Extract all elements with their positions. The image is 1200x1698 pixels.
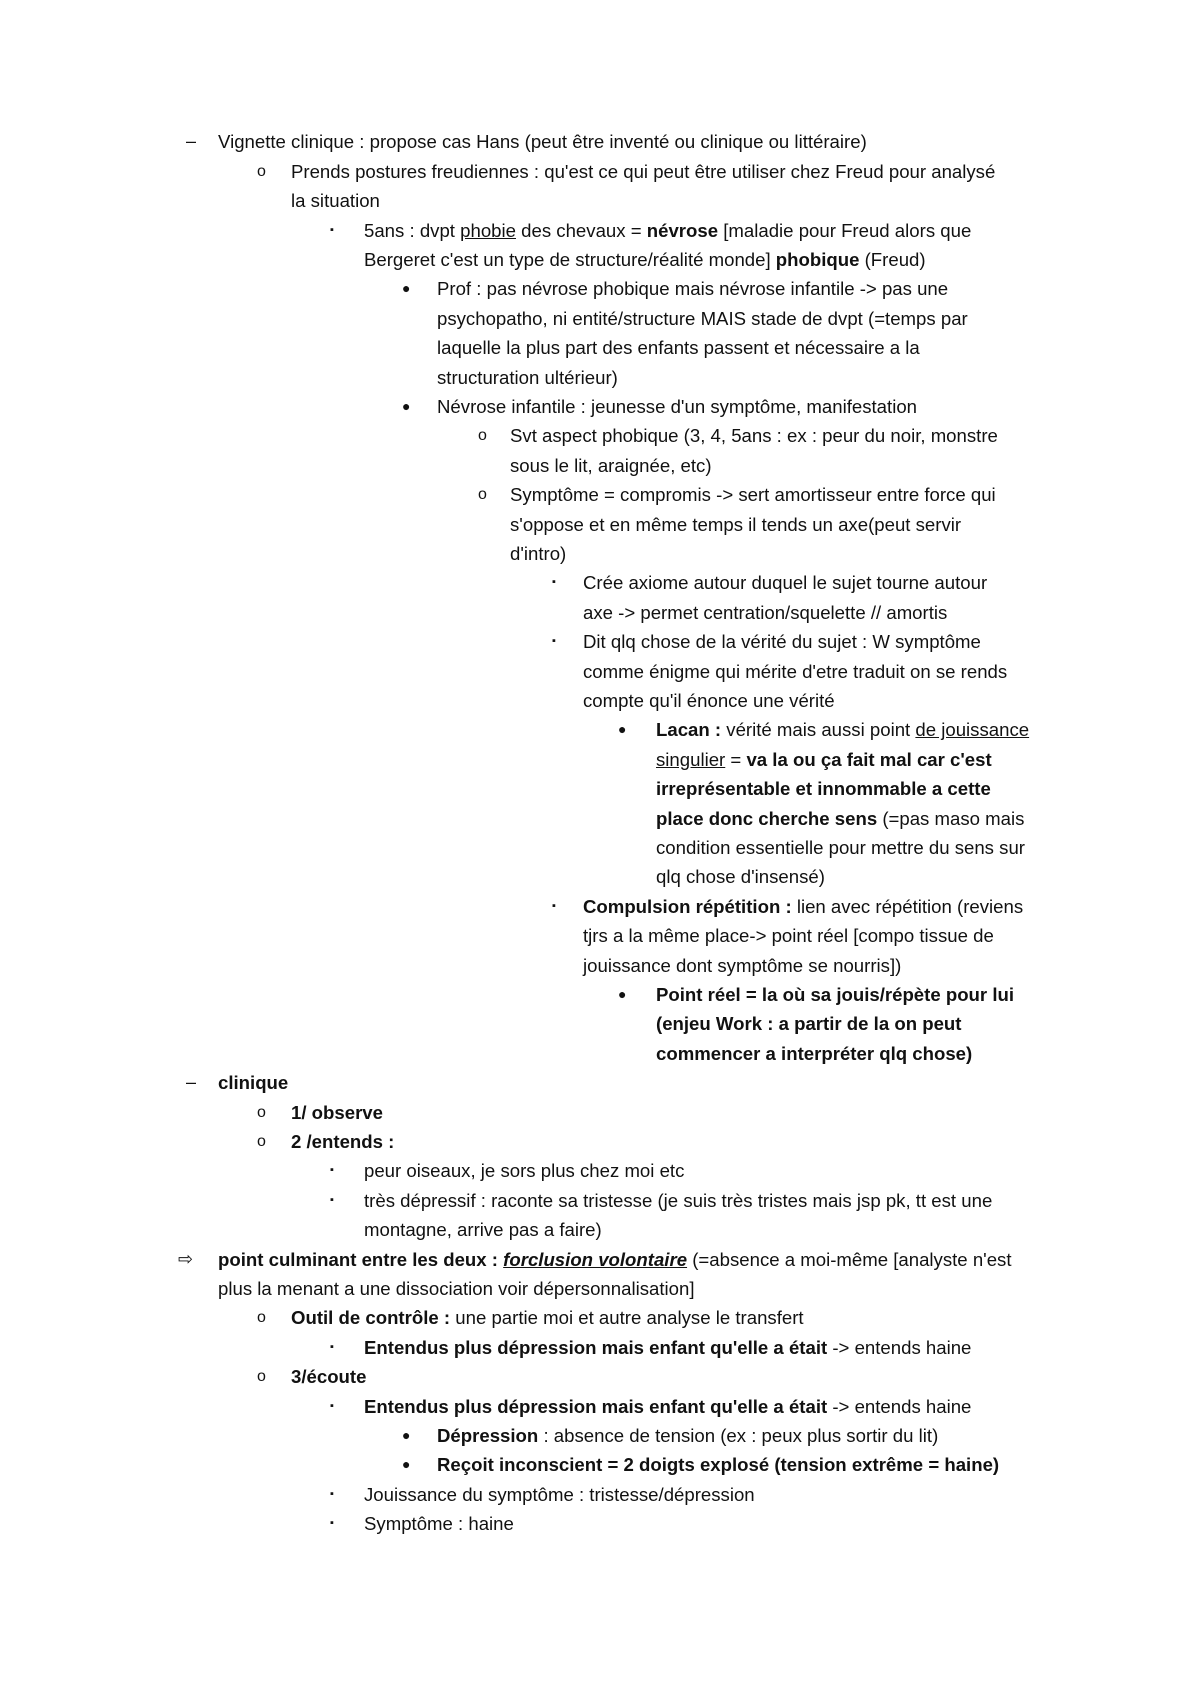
- text-run: place donc cherche sens: [656, 807, 878, 829]
- text-line: [218, 1245, 1012, 1274]
- text-line: [437, 392, 917, 421]
- text-run: Symptôme = compromis -> sert amortisseur entre force qui: [510, 484, 996, 506]
- list-marker: ●: [402, 1426, 411, 1443]
- text-line: [656, 745, 992, 774]
- text-line: [437, 333, 920, 362]
- text-run: Svt aspect phobique (3, 4, 5ans : ex : peur du noir, monstre: [510, 425, 998, 447]
- list-marker: ▪: [330, 1193, 334, 1206]
- text-line: [656, 1039, 972, 1068]
- text-line: [510, 510, 961, 539]
- text-line: [364, 1480, 755, 1509]
- text-run: s'oppose et en même temps il tends un axe(peut servir: [510, 513, 962, 535]
- text-run: Point réel = la où sa jouis/répète pour lui: [656, 983, 1015, 1005]
- text-line: [291, 1303, 804, 1332]
- text-line: [364, 216, 971, 245]
- list-marker: ▪: [330, 1517, 334, 1530]
- text-line: [437, 1421, 938, 1450]
- text-line: [218, 1068, 288, 1097]
- text-line: [656, 1009, 961, 1038]
- list-marker: –: [186, 1072, 197, 1093]
- text-run: Prends postures freudiennes : qu'est ce qui peut être utiliser chez Freud pour analysé: [291, 160, 996, 182]
- text-run: Dit qlq chose de la vérité du sujet : W symptôme: [583, 631, 981, 653]
- text-run: montagne, arrive pas a faire): [364, 1219, 602, 1241]
- text-run: Vignette clinique : propose cas Hans (peut être inventé ou clinique ou littéraire): [218, 131, 867, 153]
- text-line: [291, 1362, 366, 1391]
- text-line: [218, 127, 867, 156]
- text-run: point culminant entre les deux :: [218, 1248, 498, 1270]
- text-run: tjrs a la même place-> point réel [compo tissue de: [583, 925, 994, 947]
- text-line: [583, 921, 994, 950]
- text-line: [656, 980, 1014, 1009]
- text-run: d'intro): [510, 542, 567, 564]
- text-run: Entendus plus dépression mais enfant qu'elle a était: [364, 1395, 828, 1417]
- text-run: Symptôme : haine: [364, 1513, 514, 1535]
- text-run: (Freud): [859, 248, 926, 270]
- list-marker: o: [478, 486, 487, 504]
- text-line: [510, 421, 998, 450]
- text-line: [656, 833, 1025, 862]
- text-line: [583, 686, 835, 715]
- text-run: -> entends haine: [827, 1395, 972, 1417]
- text-run: (=absence a moi-même [analyste n'est: [687, 1248, 1012, 1270]
- text-run: Névrose infantile : jeunesse d'un symptôme, manifestation: [437, 395, 918, 417]
- text-run: 5ans : dvpt: [364, 219, 461, 241]
- text-run: Entendus plus dépression mais enfant qu'elle a était: [364, 1336, 828, 1358]
- text-run: (=pas maso mais: [877, 807, 1025, 829]
- text-line: [583, 657, 1007, 686]
- text-run: axe -> permet centration/squelette // amortis: [583, 601, 948, 623]
- list-marker: o: [257, 1132, 266, 1150]
- text-line: [218, 1274, 695, 1303]
- text-line: [656, 862, 825, 891]
- list-marker: ▪: [552, 576, 556, 589]
- text-run: Bergeret c'est un type de structure/réalité monde]: [364, 248, 776, 270]
- text-line: [583, 568, 987, 597]
- text-run: structuration ultérieur): [437, 366, 618, 388]
- text-line: [656, 715, 1029, 744]
- text-run: forclusion volontaire: [503, 1248, 688, 1270]
- text-line: [656, 774, 991, 803]
- text-run: Reçoit inconscient = 2 doigts explosé (tension extrême = haine): [437, 1454, 1000, 1476]
- text-line: [583, 951, 901, 980]
- text-run: une partie moi et autre analyse le transfert: [450, 1307, 804, 1329]
- text-run: compte qu'il énonce une vérité: [583, 689, 835, 711]
- text-run: vérité mais aussi point: [721, 719, 916, 741]
- text-run: névrose: [646, 219, 719, 241]
- list-marker: ⇨: [178, 1248, 194, 1269]
- text-line: [437, 304, 968, 333]
- text-run: comme énigme qui mérite d'etre traduit on se rends: [583, 660, 1008, 682]
- text-run: clinique: [218, 1072, 289, 1094]
- text-run: Jouissance du symptôme : tristesse/dépression: [364, 1483, 755, 1505]
- list-marker: ▪: [552, 899, 556, 912]
- text-run: 1/ observe: [291, 1101, 383, 1123]
- text-line: [583, 598, 947, 627]
- text-line: [437, 274, 948, 303]
- text-run: sous le lit, araignée, etc): [510, 454, 712, 476]
- list-marker: ●: [618, 985, 627, 1002]
- list-marker: o: [257, 1368, 266, 1386]
- list-marker: o: [257, 1103, 266, 1121]
- list-marker: –: [186, 131, 197, 152]
- text-run: Outil de contrôle :: [291, 1307, 451, 1329]
- text-line: [364, 1392, 971, 1421]
- text-run: plus la menant a une dissociation voir dépersonnalisation]: [218, 1277, 695, 1299]
- text-line: [437, 363, 618, 392]
- text-line: [364, 1333, 971, 1362]
- text-run: laquelle la plus part des enfants passent et nécessaire a la: [437, 337, 920, 359]
- text-run: irreprésentable et innommable a cette: [656, 778, 991, 800]
- text-line: [291, 186, 380, 215]
- text-run: qlq chose d'insensé): [656, 866, 825, 888]
- text-run: 3/écoute: [291, 1366, 367, 1388]
- text-line: [364, 1509, 514, 1538]
- text-run: des chevaux =: [515, 219, 647, 241]
- text-line: [510, 480, 996, 509]
- list-marker: o: [257, 1309, 266, 1327]
- text-run: de jouissance: [915, 719, 1030, 741]
- text-run: [maladie pour Freud alors que: [718, 219, 972, 241]
- list-marker: ▪: [552, 635, 556, 648]
- text-line: [583, 892, 1023, 921]
- text-run: Lacan :: [656, 719, 722, 741]
- text-run: psychopatho, ni entité/structure MAIS stade de dvpt (=temps par: [437, 307, 968, 329]
- text-line: [291, 1098, 383, 1127]
- list-marker: ▪: [330, 223, 334, 236]
- list-marker: ▪: [330, 1340, 334, 1353]
- list-marker: ●: [618, 721, 627, 738]
- text-run: : absence de tension (ex : peux plus sortir du lit): [538, 1424, 939, 1446]
- text-run: 2 /entends :: [291, 1130, 395, 1152]
- list-marker: ●: [402, 1456, 411, 1473]
- text-run: -> entends haine: [827, 1336, 972, 1358]
- text-run: Dépression: [437, 1424, 539, 1446]
- text-line: [364, 245, 926, 274]
- text-line: [510, 539, 566, 568]
- text-run: très dépressif : raconte sa tristesse (je suis très tristes mais jsp pk, tt est une: [364, 1189, 993, 1211]
- text-run: peur oiseaux, je sors plus chez moi etc: [364, 1160, 685, 1182]
- text-run: Compulsion répétition :: [583, 895, 792, 917]
- text-run: singulier: [656, 748, 726, 770]
- text-line: [364, 1186, 992, 1215]
- text-run: phobique: [775, 248, 860, 270]
- text-run: (enjeu Work : a partir de la on peut: [656, 1013, 962, 1035]
- text-run: =: [725, 748, 747, 770]
- text-line: [656, 804, 1024, 833]
- text-run: commencer a interpréter qlq chose): [656, 1042, 973, 1064]
- text-line: [437, 1450, 999, 1479]
- text-line: [583, 627, 981, 656]
- list-marker: ▪: [330, 1487, 334, 1500]
- list-marker: o: [257, 162, 266, 180]
- text-run: va la ou ça fait mal car c'est: [746, 748, 992, 770]
- text-run: condition essentielle pour mettre du sens sur: [656, 836, 1025, 858]
- list-marker: ●: [402, 397, 411, 414]
- text-run: Prof : pas névrose phobique mais névrose infantile -> pas une: [437, 278, 949, 300]
- list-marker: ▪: [330, 1164, 334, 1177]
- text-run: lien avec répétition (reviens: [791, 895, 1024, 917]
- text-line: [291, 1127, 394, 1156]
- list-marker: ▪: [330, 1399, 334, 1412]
- text-line: [364, 1156, 684, 1185]
- text-run: Crée axiome autour duquel le sujet tourne autour: [583, 572, 988, 594]
- text-line: [291, 157, 995, 186]
- list-marker: o: [478, 427, 487, 445]
- text-run: phobie: [460, 219, 516, 241]
- text-run: jouissance dont symptôme se nourris]): [583, 954, 902, 976]
- text-run: la situation: [291, 190, 380, 212]
- text-line: [510, 451, 712, 480]
- text-line: [364, 1215, 602, 1244]
- list-marker: ●: [402, 280, 411, 297]
